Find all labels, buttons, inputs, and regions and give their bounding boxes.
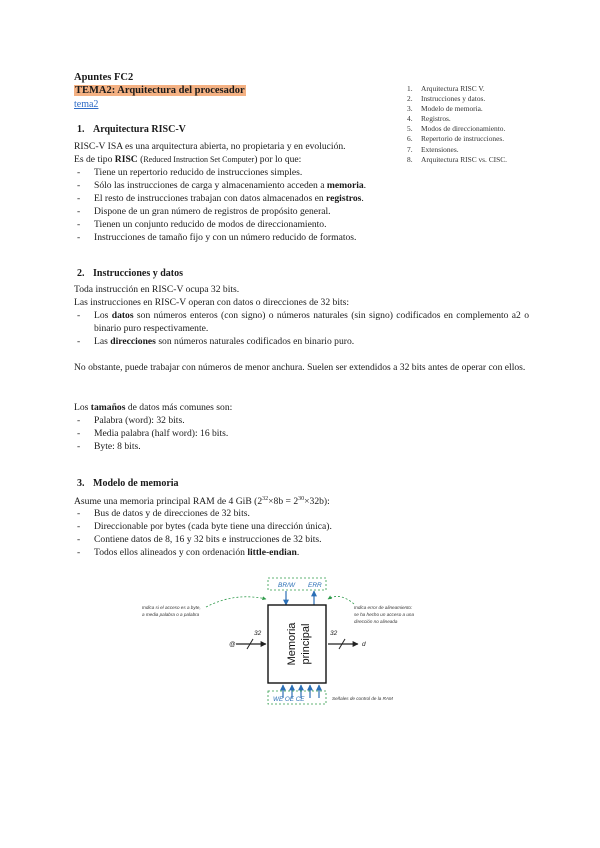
err-label: ERR	[308, 582, 322, 589]
list-item: - Bus de datos y de direcciones de 32 bits.	[74, 507, 529, 520]
bottom-note: Señales de control de la RAM	[332, 696, 393, 701]
data-output-label: d	[362, 641, 366, 648]
toc-item[interactable]: 2. Instrucciones y datos.	[407, 94, 486, 104]
doc-subtitle-highlighted: TEMA2: Arquitectura del procesador	[75, 85, 245, 96]
section-3-intro: Asume una memoria principal RAM de 4 GiB $(2^{32}\times 8b = 2^{30}\times 32b)$:	[74, 496, 330, 508]
list-item: - Direccionable por bytes (cada byte tiene una dirección única).	[74, 520, 529, 533]
list-item: - Tiene un repertorio reducido de instrucciones simples.	[74, 166, 529, 179]
toc-item[interactable]: 3. Modelo de memoria.	[407, 104, 483, 114]
list-item: - Dispone de un gran número de registros de propósito general.	[74, 205, 529, 218]
section-2-sizes-list	[74, 414, 529, 453]
right-note-arrow	[328, 596, 354, 604]
toc-item[interactable]: 1. Arquitectura RISC V.	[407, 84, 485, 93]
section-3-list	[74, 507, 529, 559]
toc-item[interactable]: 8. Arquitectura RISC vs. CISC.	[407, 154, 508, 164]
list-item: - Los datos son números enteros (con signo) o números naturales (sin signo) codificados en complemento a2 o binario puro respectivamente.	[74, 309, 529, 335]
section-2-sizes-intro: Los tamaños de datos más comunes son:	[74, 402, 233, 413]
toc-item[interactable]: 5. Modos de direccionamiento.	[407, 124, 506, 134]
right-note-3: dirección no alineada	[354, 619, 398, 624]
bottom-signals-label: WE OE CE	[273, 696, 305, 703]
list-item: - Byte: 8 bits.	[74, 440, 529, 453]
left-note-arrow	[206, 597, 266, 607]
toc-item[interactable]: 4. Registros.	[407, 114, 451, 124]
section-1-heading: 1. Arquitectura RISC-V	[77, 124, 186, 135]
memory-label: Memoria	[286, 622, 298, 666]
section-1-intro: RISC-V ISA es una arquitectura abierta, no propietaria y en evolución. Es de tipo RISC (Reduced Instruction Set Computer) por lo que:	[74, 141, 346, 166]
doc-title: Apuntes FC2	[74, 72, 134, 83]
list-item: - Instrucciones de tamaño fijo y con un número reducido de formatos.	[74, 231, 529, 244]
list-item: - Palabra (word): 32 bits.	[74, 414, 529, 427]
section-2-intro: Toda instrucción en RISC-V ocupa 32 bits. Las instrucciones en RISC-V operan con datos o direcciones de 32 bits:	[74, 284, 350, 309]
list-item: - Contiene datos de 8, 16 y 32 bits e instrucciones de 32 bits.	[74, 533, 529, 546]
memory-diagram	[140, 572, 460, 712]
brw-label: BR/W	[278, 582, 295, 589]
right-note-2: se ha hecho un acceso a una	[354, 612, 415, 617]
section-1-list	[74, 166, 529, 245]
list-item: - Las direcciones son números naturales codificados en binario puro.	[74, 335, 529, 348]
addr-width-label: 32	[254, 630, 262, 637]
right-note-1: Indica error de alineamiento:	[354, 605, 413, 610]
data-width-label: 32	[330, 630, 338, 637]
list-item: - El resto de instrucciones trabajan con datos almacenados en registros.	[74, 192, 529, 205]
left-note-2: a media palabra o a palabra	[142, 612, 200, 617]
toc-item[interactable]: 6. Repertorio de instrucciones.	[407, 134, 505, 144]
section-2-list	[74, 309, 529, 348]
list-item: - Media palabra (half word): 16 bits.	[74, 427, 529, 440]
list-item: - Tienen un conjunto reducido de modos de direccionamiento.	[74, 218, 529, 231]
addr-input-label: @	[229, 641, 236, 648]
doc-link[interactable]: tema2	[74, 99, 99, 110]
section-2-heading: 2. Instrucciones y datos	[77, 268, 184, 279]
principal-label: principal	[300, 623, 312, 665]
section-2-note: No obstante, puede trabajar con números de menor anchura. Suelen ser extendidos a 32 bits antes de operar con ellos.	[74, 362, 526, 373]
toc-item[interactable]: 7. Extensiones.	[407, 144, 459, 154]
section-3-heading: 3. Modelo de memoria	[77, 478, 179, 489]
left-note-1: Indica si el acceso es a byte,	[142, 605, 201, 610]
list-item: - Todos ellos alineados y con ordenación little-endian.	[74, 546, 529, 559]
list-item: - Sólo las instrucciones de carga y almacenamiento acceden a memoria.	[74, 179, 529, 192]
